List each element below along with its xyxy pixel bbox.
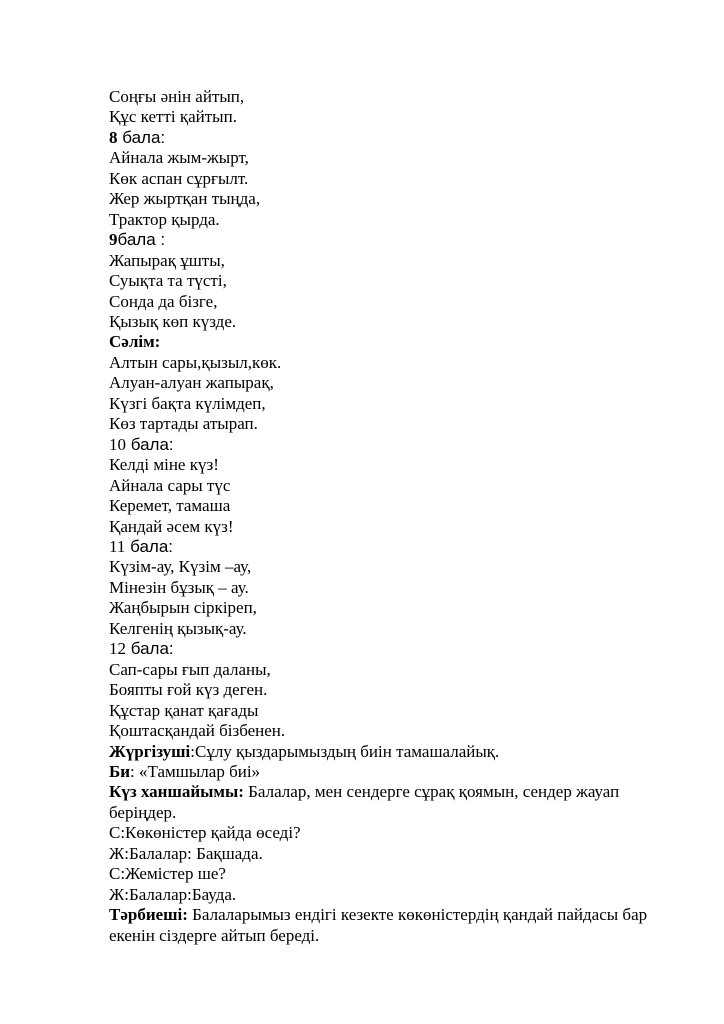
text-line <box>109 230 649 250</box>
text-segment: Сап-сары ғып даланы, <box>109 659 271 679</box>
text-segment: Ж:Балалар: Бақшада. <box>109 843 263 863</box>
text-line <box>109 721 649 741</box>
text-segment: 12 <box>109 639 126 659</box>
text-line <box>109 557 649 577</box>
text-segment: Келгенің қызық-ау. <box>109 618 247 638</box>
text-line <box>109 312 649 332</box>
text-segment: Жапырақ ұшты, <box>109 250 225 270</box>
text-line <box>109 414 649 434</box>
text-segment: :Сұлу қыздарымыздың биін тамашалайық. <box>190 741 500 761</box>
text-segment: Алуан-алуан жапырақ, <box>109 373 274 393</box>
text-line <box>109 782 649 802</box>
text-line <box>109 210 649 230</box>
text-line <box>109 598 649 618</box>
text-segment: Сонда да бізге, <box>109 291 218 311</box>
text-line <box>109 128 649 148</box>
text-line <box>109 169 649 189</box>
text-line <box>109 864 649 884</box>
text-segment: : «Тамшылар биі» <box>130 761 261 781</box>
text-segment: Қандай әсем күз! <box>109 516 234 536</box>
text-line <box>109 517 649 537</box>
text-segment: 11 <box>109 536 126 556</box>
text-segment: 9 <box>109 230 118 250</box>
text-line <box>109 660 649 680</box>
text-segment: 10 <box>109 434 126 454</box>
text-segment: Келді міне күз! <box>109 455 219 475</box>
text-line <box>109 476 649 496</box>
text-line <box>109 680 649 700</box>
text-line <box>109 762 649 782</box>
text-segment: бала : <box>117 230 166 250</box>
text-segment: Жер жыртқан тыңда, <box>109 189 261 209</box>
text-segment: бала: <box>117 127 166 147</box>
text-segment: бала: <box>125 536 173 556</box>
text-line <box>109 578 649 598</box>
text-segment: 8 <box>109 127 118 147</box>
text-segment: Күзгі бақта күлімдеп, <box>109 393 266 413</box>
text-segment: Көк аспан сұрғылт. <box>109 168 249 188</box>
text-segment: Айнала сары түс <box>109 475 231 495</box>
text-segment: Алтын сары,қызыл,көк. <box>109 352 282 372</box>
text-segment: Суықта та түсті, <box>109 271 227 291</box>
text-line <box>109 926 649 946</box>
text-segment: Күзім-ау, Күзім –ау, <box>109 557 252 577</box>
text-segment: Қызық көп күзде. <box>109 311 237 331</box>
text-segment: Жаңбырын сіркіреп, <box>109 598 257 618</box>
text-line <box>109 373 649 393</box>
text-line <box>109 107 649 127</box>
text-line <box>109 537 649 557</box>
text-line <box>109 844 649 864</box>
text-segment: бала: <box>126 434 174 454</box>
text-segment: Құс кетті қайтып. <box>109 107 237 127</box>
text-line <box>109 803 649 823</box>
text-line <box>109 639 649 659</box>
text-segment: Балалар, мен сендерге сұрақ қоямын, сендер жауап <box>243 782 620 802</box>
text-segment: Сәлім: <box>109 332 161 352</box>
text-segment: Керемет, тамаша <box>109 496 231 516</box>
text-line <box>109 742 649 762</box>
text-segment: Соңғы әнін айтып, <box>109 87 245 106</box>
text-line <box>109 701 649 721</box>
text-segment: Бояпты ғой күз деген. <box>109 680 268 700</box>
text-line <box>109 394 649 414</box>
text-segment: екенін сіздерге айтып береді. <box>109 925 320 945</box>
text-line <box>109 87 649 107</box>
document-text <box>109 87 649 946</box>
text-segment: С:Көкөністер қайда өседі? <box>109 823 301 843</box>
text-segment: Балаларымыз ендігі кезекте көкөністердің қандай пайдасы бар <box>187 905 648 925</box>
text-line <box>109 271 649 291</box>
text-line <box>109 251 649 271</box>
text-line <box>109 148 649 168</box>
text-segment: Тәрбиеші: <box>109 905 188 925</box>
text-line <box>109 455 649 475</box>
text-segment: Қоштасқандай бізбенен. <box>109 721 286 741</box>
text-segment: беріңдер. <box>109 802 177 822</box>
text-segment: С:Жемістер ше? <box>109 864 226 884</box>
text-segment: Құстар қанат қағады <box>109 700 259 720</box>
text-segment: Ж:Балалар:Бауда. <box>109 884 237 904</box>
text-segment: Би <box>109 761 131 781</box>
text-line <box>109 189 649 209</box>
text-segment: Күз ханшайымы: <box>109 782 244 802</box>
text-line <box>109 905 649 925</box>
text-line <box>109 332 649 352</box>
text-segment: Айнала жым-жырт, <box>109 148 249 168</box>
text-line <box>109 435 649 455</box>
text-line <box>109 496 649 516</box>
text-line <box>109 292 649 312</box>
text-line <box>109 823 649 843</box>
text-line <box>109 619 649 639</box>
text-segment: Трактор қырда. <box>109 209 220 229</box>
text-segment: Көз тартады атырап. <box>109 414 258 434</box>
text-line <box>109 353 649 373</box>
text-line <box>109 885 649 905</box>
text-segment: бала: <box>126 639 174 659</box>
text-segment: Жүргізуші <box>109 741 191 761</box>
text-segment: Мінезін бұзық – ау. <box>109 577 249 597</box>
